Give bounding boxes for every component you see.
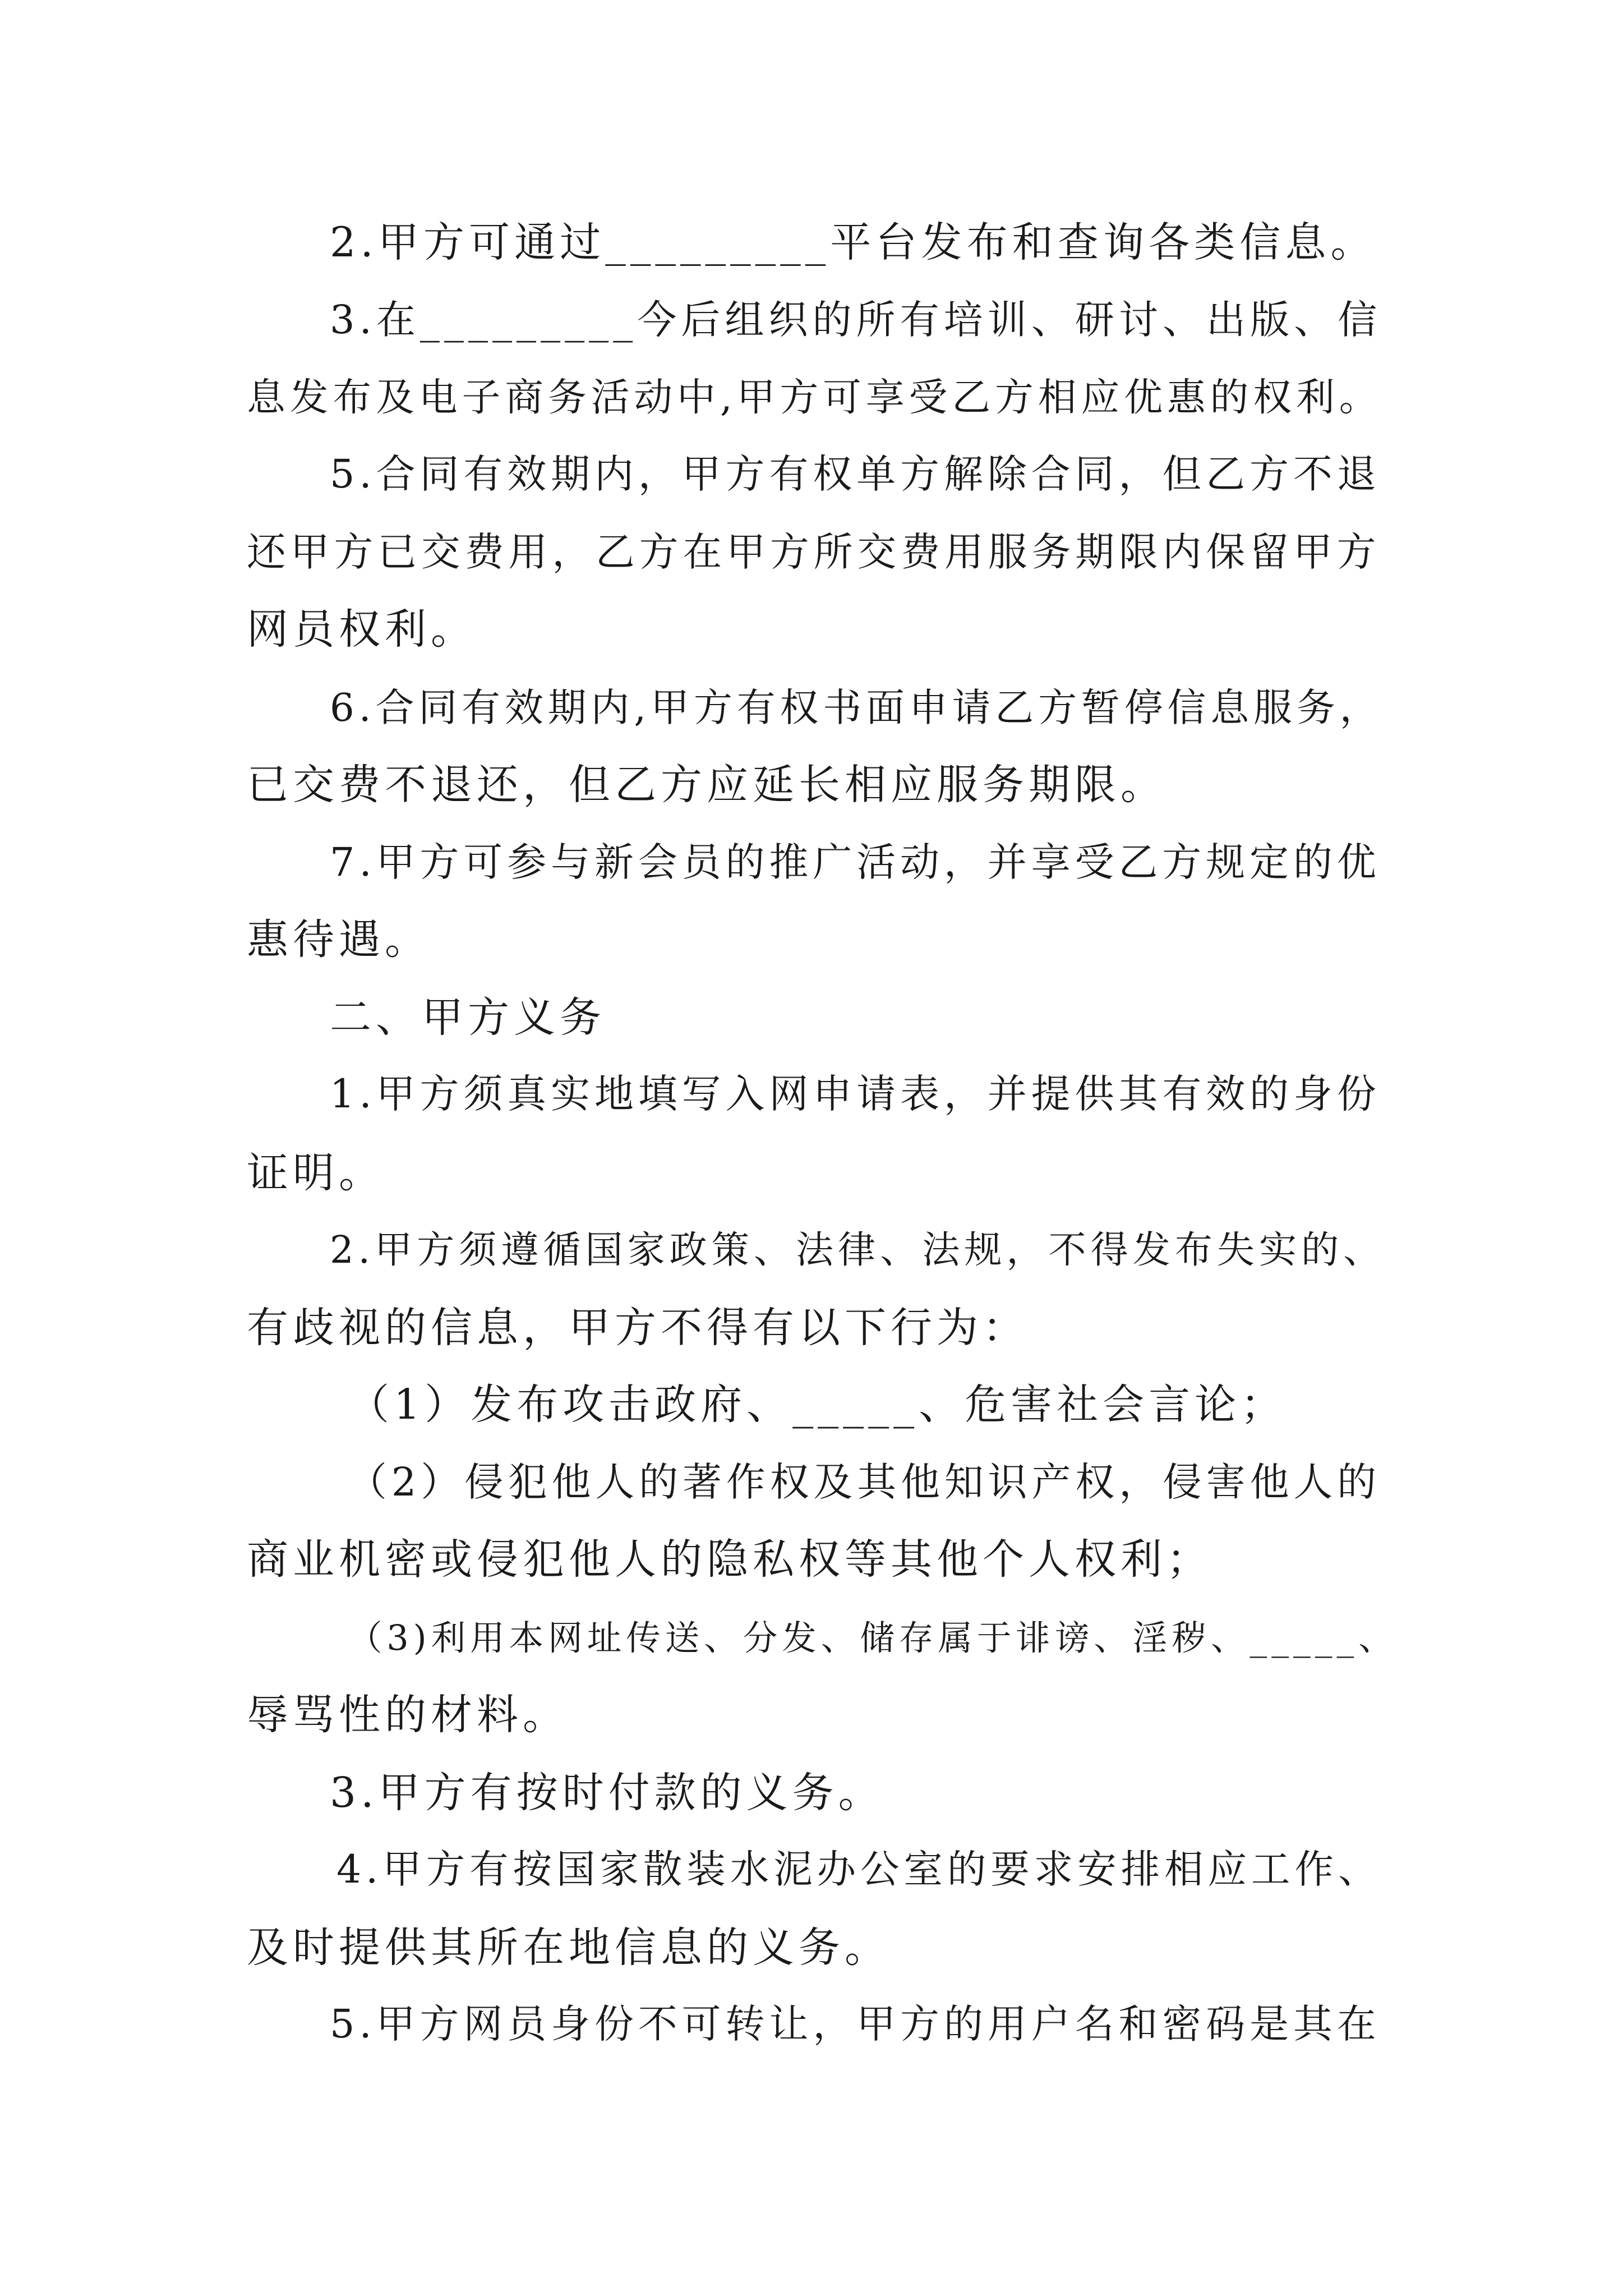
text-line bbox=[0, 1139, 1623, 1207]
text-line bbox=[0, 1681, 1623, 1749]
line-text: （3)利用本网址传送、分发、储存属于诽谤、淫秽、_____、 bbox=[348, 1618, 1398, 1658]
text-line bbox=[0, 906, 1623, 973]
text-line bbox=[0, 1991, 1623, 2058]
text-line bbox=[0, 829, 1623, 896]
text-line bbox=[0, 1216, 1623, 1283]
text-line bbox=[0, 751, 1623, 818]
text-line bbox=[0, 1526, 1623, 1593]
line-text: 5.甲方网员身份不可转让，甲方的用户名和密码是其在 bbox=[330, 2001, 1381, 2047]
text-line bbox=[0, 596, 1623, 663]
line-text: 1.甲方须真实地填写入网申请表，并提供其有效的身份 bbox=[330, 1071, 1381, 1117]
text-line bbox=[0, 1759, 1623, 1826]
line-text: 3.在_________今后组织的所有培训、研讨、出版、信 bbox=[330, 297, 1382, 343]
text-line bbox=[0, 1914, 1623, 1981]
line-text: 2.甲方须遵循国家政策、法律、法规，不得发布失实的、 bbox=[330, 1228, 1386, 1272]
line-text: 二、甲方义务 bbox=[330, 993, 606, 1042]
text-line bbox=[0, 519, 1623, 586]
line-text: 息发布及电子商务活动中,甲方可享受乙方相应优惠的权利。 bbox=[247, 375, 1382, 420]
text-line bbox=[0, 441, 1623, 508]
text-line bbox=[0, 1836, 1623, 1903]
line-text: 5.合同有效期内，甲方有权单方解除合同，但乙方不退 bbox=[330, 452, 1381, 497]
line-text: 2.甲方可通过_________平台发布和查询各类信息。 bbox=[330, 219, 1376, 266]
text-line bbox=[0, 674, 1623, 742]
line-text: 惠待遇。 bbox=[247, 915, 431, 964]
text-line bbox=[0, 1604, 1623, 1672]
line-text: （1）发布攻击政府、_____、危害社会言论； bbox=[348, 1381, 1287, 1429]
line-text: 已交费不退还，但乙方应延长相应服务期限。 bbox=[247, 761, 1166, 809]
text-line bbox=[0, 1449, 1623, 1516]
text-line bbox=[0, 1371, 1623, 1438]
line-text: 辱骂性的材料。 bbox=[247, 1691, 569, 1739]
line-text: 商业机密或侵犯他人的隐私权等其他个人权利； bbox=[247, 1535, 1212, 1584]
text-line bbox=[0, 1294, 1623, 1361]
line-text: 有歧视的信息，甲方不得有以下行为： bbox=[247, 1304, 1029, 1352]
line-text: 证明。 bbox=[247, 1149, 385, 1197]
text-line bbox=[0, 1061, 1623, 1128]
text-line bbox=[0, 286, 1623, 353]
text-line bbox=[0, 364, 1623, 431]
line-text: 4.甲方有按国家散装水泥办公室的要求安排相应工作、 bbox=[336, 1847, 1382, 1892]
section-heading bbox=[0, 984, 1623, 1051]
text-line bbox=[0, 209, 1623, 277]
line-text: 3.甲方有按时付款的义务。 bbox=[330, 1769, 884, 1817]
line-text: 及时提供其所在地信息的义务。 bbox=[247, 1924, 891, 1972]
line-text: 6.合同有效期内,甲方有权书面申请乙方暂停信息服务， bbox=[330, 685, 1383, 730]
line-text: 网员权利。 bbox=[247, 605, 477, 654]
line-text: 7.甲方可参与新会员的推广活动，并享受乙方规定的优 bbox=[330, 840, 1381, 885]
line-text: （2）侵犯他人的著作权及其他知识产权，侵害他人的 bbox=[348, 1460, 1381, 1505]
line-text: 还甲方已交费用，乙方在甲方所交费用服务期限内保留甲方 bbox=[247, 530, 1381, 575]
